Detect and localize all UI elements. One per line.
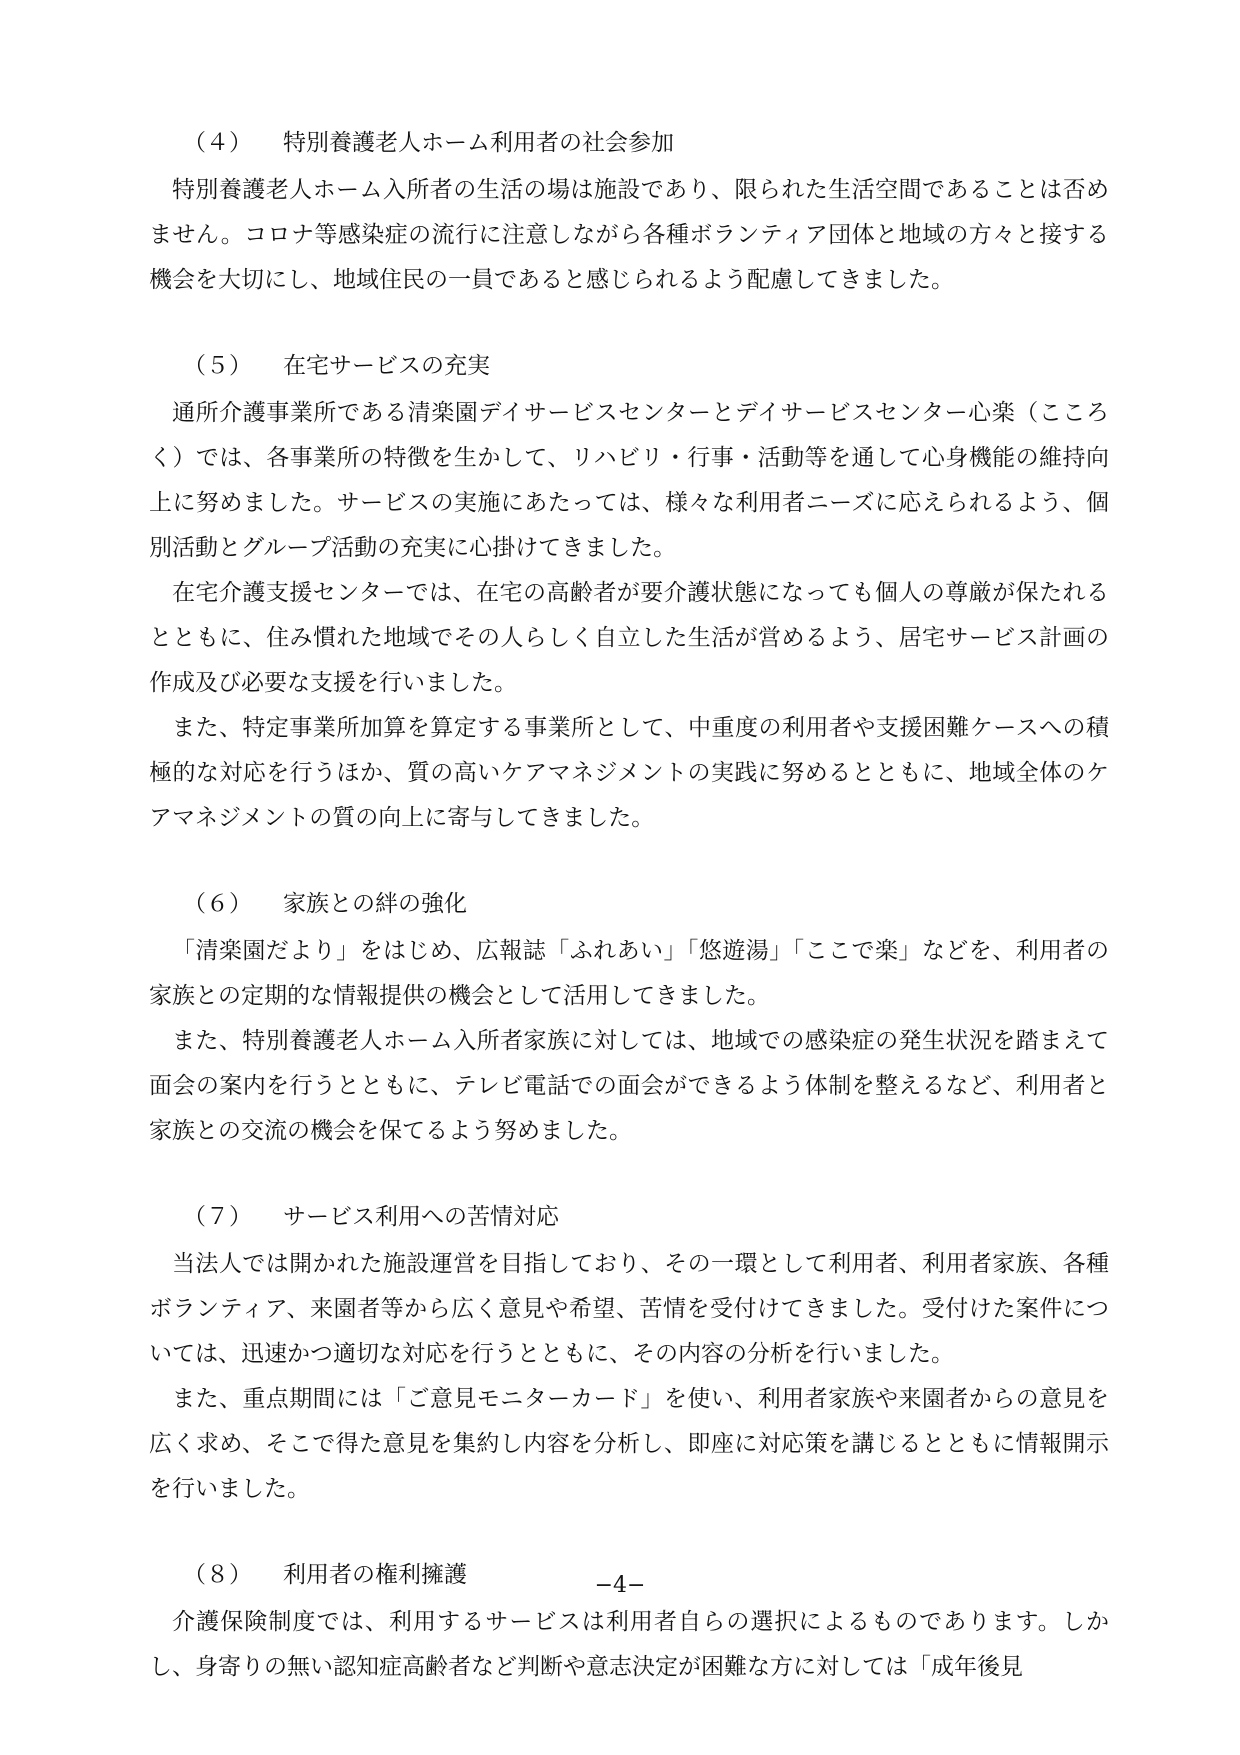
section-4 (149, 118, 1109, 303)
section-heading (149, 879, 1109, 929)
section-heading (149, 118, 1109, 168)
section-number: （７） (183, 1204, 252, 1230)
section-title: 家族との絆の強化 (283, 891, 467, 917)
section-title: 在宅サービスの充実 (283, 353, 490, 379)
paragraph: 介護保険制度では、利用するサービスは利用者自らの選択によるものであります。しかし、身寄りの無い認知症高齢者など判断や意志決定が困難な方に対しては「成年後見 (149, 1609, 1109, 1680)
paragraph: また、特別養護老人ホーム入所者家族に対しては、地域での感染症の発生状況を踏まえて面会の案内を行うとともに、テレビ電話での面会ができるよう体制を整えるなど、利用者と家族との交流の機会を保てるよう努めました。 (149, 1028, 1109, 1144)
section-title: サービス利用への苦情対応 (283, 1204, 559, 1230)
section-8 (149, 1550, 1109, 1690)
section-heading (149, 341, 1109, 391)
paragraph: 在宅介護支援センターでは、在宅の高齢者が要介護状態になっても個人の尊厳が保たれるとともに、住み慣れた地域でその人らしく自立した生活が営めるよう、居宅サービス計画の作成及び必要な支援を行いました。 (149, 580, 1109, 696)
section-number: （６） (183, 891, 252, 917)
paragraph: また、特定事業所加算を算定する事業所として、中重度の利用者や支援困難ケースへの積極的な対応を行うほか、質の高いケアマネジメントの実践に努めるとともに、地域全体のケアマネジメントの質の向上に寄与してきました。 (149, 715, 1109, 831)
paragraph: 「清楽園だより」をはじめ、広報誌「ふれあい」「悠遊湯」「ここで楽」などを、利用者の家族との定期的な情報提供の機会として活用してきました。 (149, 938, 1109, 1009)
section-number: （５） (183, 353, 252, 379)
paragraph: 当法人では開かれた施設運営を目指しており、その一環として利用者、利用者家族、各種ボランティア、来園者等から広く意見や希望、苦情を受付けてきました。受付けた案件については、迅速かつ適切な対応を行うとともに、その内容の分析を行いました。 (149, 1251, 1109, 1367)
paragraph: また、重点期間には「ご意見モニターカード」を使い、利用者家族や来園者からの意見を広く求め、そこで得た意見を集約し内容を分析し、即座に対応策を講じるとともに情報開示を行いました。 (149, 1386, 1109, 1502)
section-title: 特別養護老人ホーム利用者の社会参加 (283, 130, 674, 156)
section-7 (149, 1192, 1109, 1512)
document-page (149, 118, 1109, 1728)
section-6 (149, 879, 1109, 1154)
section-title: 利用者の権利擁護 (283, 1562, 467, 1588)
section-number: （４） (183, 130, 252, 156)
paragraph: 特別養護老人ホーム入所者の生活の場は施設であり、限られた生活空間であることは否めません。コロナ等感染症の流行に注意しながら各種ボランティア団体と地域の方々と接する機会を大切にし、地域住民の一員であると感じられるよう配慮してきました。 (149, 177, 1109, 293)
paragraph: 通所介護事業所である清楽園デイサービスセンターとデイサービスセンター心楽（こころく）では、各事業所の特徴を生かして、リハビリ・行事・活動等を通して心身機能の維持向上に努めました。サービスの実施にあたっては、様々な利用者ニーズに応えられるよう、個別活動とグループ活動の充実に心掛けてきました。 (149, 400, 1109, 561)
page-number: −4− (594, 1573, 646, 1598)
section-number: （８） (183, 1562, 252, 1588)
section-5 (149, 341, 1109, 841)
section-heading (149, 1192, 1109, 1242)
